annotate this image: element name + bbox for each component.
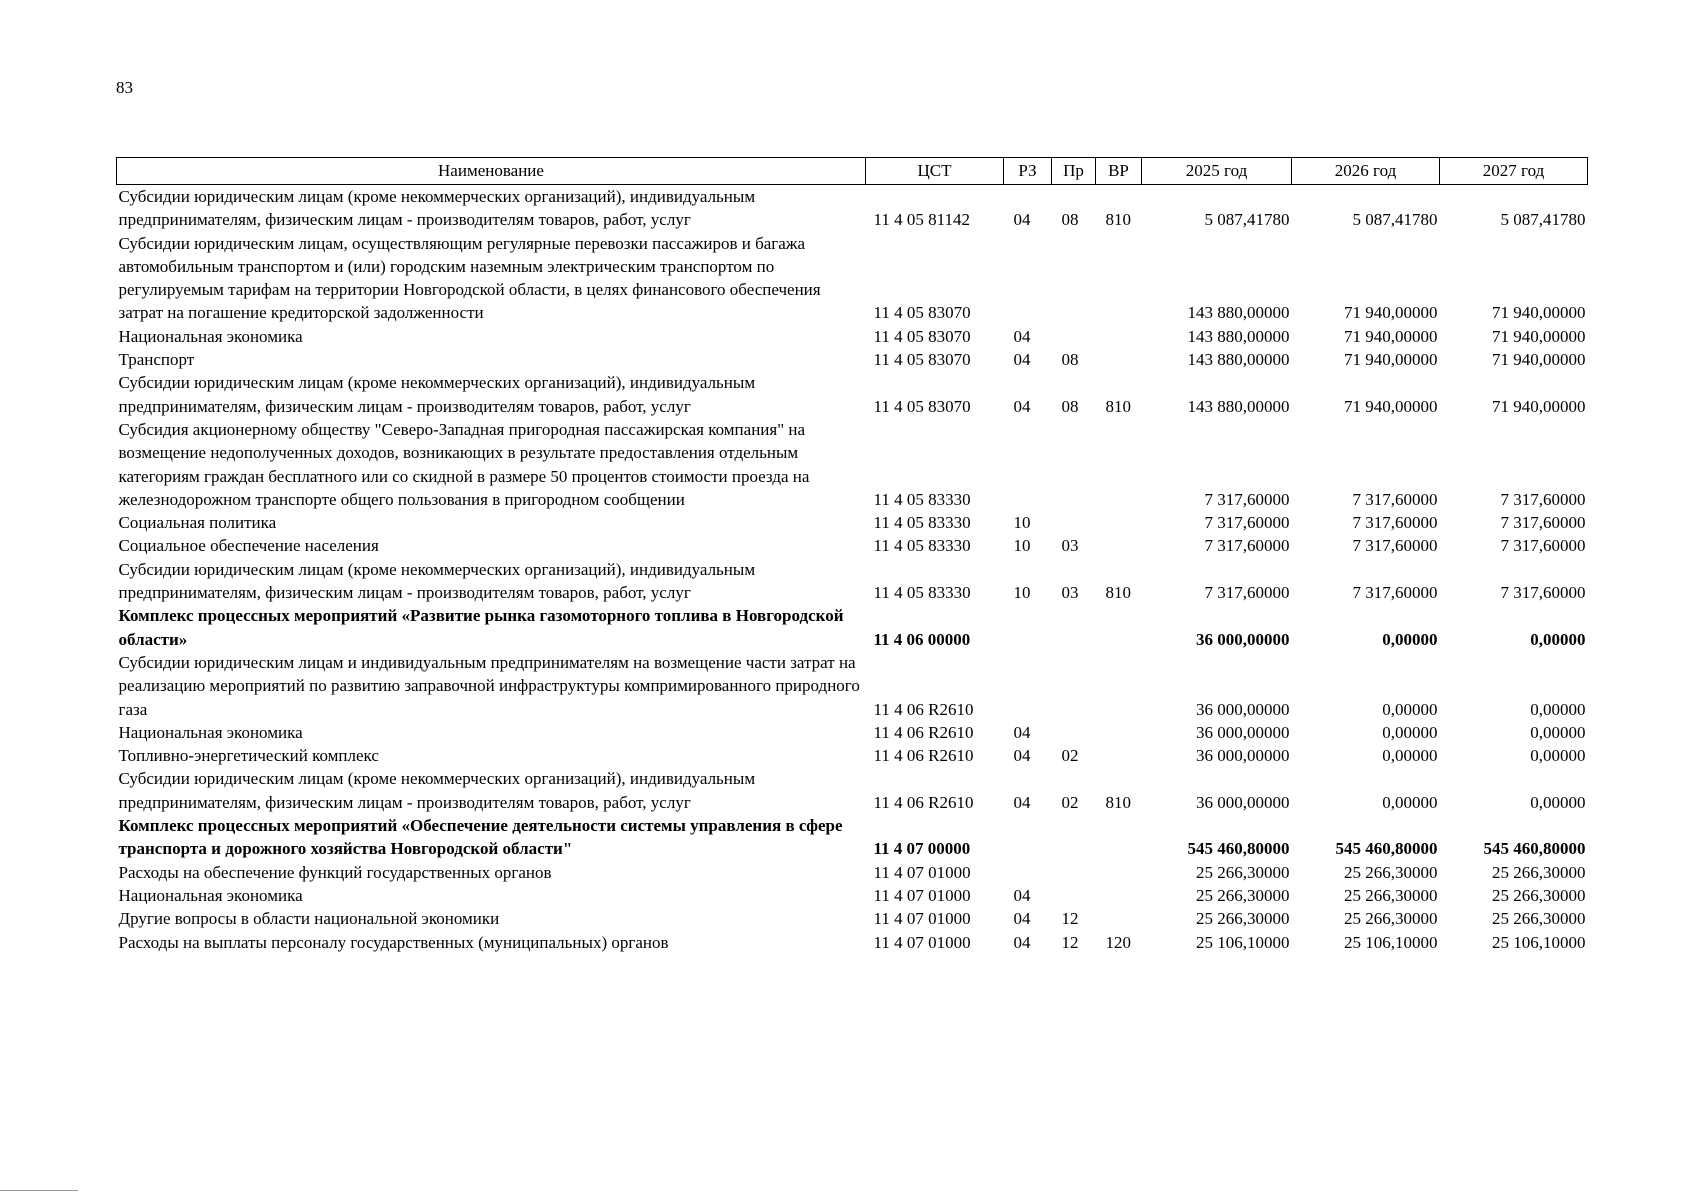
- cell-pr: 02: [1061, 746, 1079, 766]
- cell-vr: [1096, 534, 1142, 557]
- cell-rz: 10: [1013, 513, 1031, 533]
- cell-2027: 71 940,00000: [1492, 350, 1586, 370]
- cell-name: Субсидии юридическим лицам (кроме некоммерческих организаций), индивидуальным предпринимателям, физическим лицам - производителям товаров, работ, услуг: [118, 769, 756, 812]
- cell-name: Национальная экономика: [118, 722, 303, 742]
- cell-name: Субсидии юридическим лицам (кроме некоммерческих организаций), индивидуальным предпринимателям, физическим лицам - производителям товаров, работ, услуг: [118, 559, 756, 603]
- cell-cst: 11 4 07 01000: [873, 862, 971, 882]
- table-row: [117, 931, 1588, 954]
- table-row: [117, 185, 1588, 232]
- cell-2026: 7 317,60000: [1352, 513, 1438, 533]
- cell-pr: [1052, 325, 1096, 348]
- cell-pr: 08: [1061, 396, 1079, 416]
- cell-pr: [1052, 861, 1096, 884]
- cell-rz: 04: [1013, 932, 1031, 952]
- footer-mark: [0, 1190, 78, 1191]
- cell-vr: [1096, 418, 1142, 511]
- cell-pr: [1052, 721, 1096, 744]
- table-row: [117, 511, 1588, 534]
- cell-2025: 7 317,60000: [1204, 536, 1290, 556]
- cell-2025: 7 317,60000: [1204, 583, 1290, 603]
- cell-name: Национальная экономика: [118, 326, 303, 346]
- table-row: [117, 418, 1588, 511]
- cell-2027: 0,00000: [1530, 699, 1586, 719]
- cell-name: Субсидия акционерному обществу "Северо-Западная пригородная пассажирская компания" на возмещение недополученных доходов, возникающих в результате предоставления отдельным категориям граждан бесплатного или со скидной в размере 50 процентов стоимости проезда на железнодорожном транспорте общего пользования в пригородном сообщении: [118, 419, 810, 509]
- cell-2027: 25 106,10000: [1492, 932, 1586, 952]
- table-row: [117, 534, 1588, 557]
- cell-cst: 11 4 05 83070: [873, 326, 971, 346]
- cell-2026: 0,00000: [1382, 699, 1438, 719]
- cell-rz: 10: [1013, 536, 1031, 556]
- cell-2025: 143 880,00000: [1187, 326, 1290, 346]
- cell-pr: [1052, 511, 1096, 534]
- page-number: 83: [116, 78, 133, 97]
- table-row: [117, 861, 1588, 884]
- cell-cst: 11 4 07 01000: [873, 885, 971, 905]
- cell-name: Транспорт: [118, 350, 195, 370]
- cell-cst: 11 4 06 R2610: [873, 792, 974, 812]
- cell-cst: 11 4 06 00000: [873, 629, 971, 649]
- cell-cst: 11 4 06 R2610: [873, 722, 974, 742]
- cell-vr: 120: [1105, 932, 1131, 952]
- header-2026: 2026 год: [1292, 158, 1440, 185]
- cell-cst: 11 4 05 83330: [873, 536, 971, 556]
- table-row: [117, 232, 1588, 325]
- cell-vr: [1096, 604, 1142, 651]
- table-row: [117, 558, 1588, 605]
- cell-vr: [1096, 814, 1142, 861]
- cell-cst: 11 4 05 83070: [873, 350, 971, 370]
- cell-cst: 11 4 06 R2610: [873, 699, 974, 719]
- header-name: Наименование: [117, 158, 866, 185]
- cell-pr: 08: [1061, 350, 1079, 370]
- cell-name: Социальное обеспечение населения: [118, 536, 379, 556]
- cell-pr: [1052, 418, 1096, 511]
- cell-2025: 25 266,30000: [1196, 909, 1290, 929]
- cell-2027: 71 940,00000: [1492, 303, 1586, 323]
- cell-pr: 08: [1061, 210, 1079, 230]
- cell-2026: 71 940,00000: [1344, 350, 1438, 370]
- cell-vr: [1096, 861, 1142, 884]
- cell-2027: 5 087,41780: [1500, 210, 1586, 230]
- cell-vr: [1096, 884, 1142, 907]
- cell-2025: 143 880,00000: [1187, 350, 1290, 370]
- cell-name: Субсидии юридическим лицам и индивидуальным предпринимателям на возмещение части затрат на реализацию мероприятий по развитию заправочной инфраструктуры компримированного природного газа: [118, 652, 860, 719]
- table-row: [117, 604, 1588, 651]
- cell-2026: 0,00000: [1382, 746, 1438, 766]
- cell-2025: 143 880,00000: [1187, 396, 1290, 416]
- cell-vr: [1096, 348, 1142, 371]
- cell-2025: 36 000,00000: [1196, 792, 1290, 812]
- table-body: [117, 185, 1588, 954]
- table-row: [117, 371, 1588, 418]
- cell-2026: 545 460,80000: [1335, 839, 1438, 859]
- header-2027: 2027 год: [1440, 158, 1588, 185]
- cell-2025: 5 087,41780: [1204, 210, 1290, 230]
- cell-2026: 25 266,30000: [1344, 909, 1438, 929]
- cell-rz: 04: [1013, 396, 1031, 416]
- header-cst: ЦСТ: [866, 158, 1004, 185]
- cell-rz: 04: [1013, 746, 1031, 766]
- cell-2026: 0,00000: [1382, 722, 1438, 742]
- cell-2027: 25 266,30000: [1492, 862, 1586, 882]
- cell-name: Национальная экономика: [118, 885, 303, 905]
- table-header-row: [117, 158, 1588, 185]
- cell-vr: [1096, 651, 1142, 721]
- cell-name: Другие вопросы в области национальной экономики: [118, 909, 500, 929]
- table-row: [117, 348, 1588, 371]
- cell-rz: 04: [1013, 210, 1031, 230]
- cell-2027: 71 940,00000: [1492, 326, 1586, 346]
- cell-rz: 04: [1013, 326, 1031, 346]
- cell-rz: 04: [1013, 722, 1031, 742]
- cell-rz: 04: [1013, 350, 1031, 370]
- cell-name: Социальная политика: [118, 513, 277, 533]
- cell-rz: 04: [1013, 885, 1031, 905]
- cell-vr: [1096, 721, 1142, 744]
- header-vr: ВР: [1096, 158, 1142, 185]
- cell-cst: 11 4 07 01000: [873, 909, 971, 929]
- cell-cst: 11 4 05 83070: [873, 303, 971, 323]
- table-row: [117, 814, 1588, 861]
- cell-cst: 11 4 05 83330: [873, 513, 971, 533]
- cell-rz: [1004, 861, 1052, 884]
- cell-2027: 0,00000: [1530, 746, 1586, 766]
- cell-name: Расходы на выплаты персоналу государственных (муниципальных) органов: [118, 932, 669, 952]
- cell-name: Комплекс процессных мероприятий «Обеспечение деятельности системы управления в сфере транспорта и дорожного хозяйства Новгородской области": [118, 816, 843, 859]
- cell-cst: 11 4 06 R2610: [873, 746, 974, 766]
- table-row: [117, 767, 1588, 814]
- cell-2026: 25 266,30000: [1344, 885, 1438, 905]
- cell-rz: 04: [1013, 909, 1031, 929]
- cell-pr: [1052, 651, 1096, 721]
- cell-2027: 71 940,00000: [1492, 396, 1586, 416]
- cell-vr: 810: [1105, 210, 1131, 230]
- budget-table: [116, 157, 1588, 954]
- cell-2025: 25 106,10000: [1196, 932, 1290, 952]
- cell-2026: 7 317,60000: [1352, 489, 1438, 509]
- cell-2027: 25 266,30000: [1492, 909, 1586, 929]
- cell-2027: 545 460,80000: [1483, 839, 1586, 859]
- cell-2027: 7 317,60000: [1500, 583, 1586, 603]
- cell-2027: 7 317,60000: [1500, 536, 1586, 556]
- cell-name: Субсидии юридическим лицам, осуществляющим регулярные перевозки пассажиров и багажа автомобильным транспортом и (или) городским наземным электрическим транспортом по регулируемым тарифам на территории Новгородской области, в целях финансового обеспечения затрат на погашение кредиторской задолженности: [118, 233, 821, 323]
- cell-2026: 0,00000: [1382, 629, 1438, 649]
- cell-2025: 7 317,60000: [1204, 489, 1290, 509]
- cell-2027: 7 317,60000: [1500, 513, 1586, 533]
- cell-2027: 7 317,60000: [1500, 489, 1586, 509]
- cell-2026: 25 106,10000: [1344, 932, 1438, 952]
- cell-rz: 04: [1013, 792, 1031, 812]
- cell-2026: 71 940,00000: [1344, 326, 1438, 346]
- table-row: [117, 744, 1588, 767]
- cell-2027: 0,00000: [1530, 629, 1586, 649]
- cell-pr: 03: [1061, 583, 1079, 603]
- cell-cst: 11 4 05 83070: [873, 396, 971, 416]
- cell-vr: [1096, 325, 1142, 348]
- cell-2025: 36 000,00000: [1196, 722, 1290, 742]
- cell-pr: [1052, 884, 1096, 907]
- header-2025: 2025 год: [1142, 158, 1292, 185]
- cell-2025: 25 266,30000: [1196, 862, 1290, 882]
- cell-2026: 7 317,60000: [1352, 536, 1438, 556]
- table-row: [117, 325, 1588, 348]
- cell-2025: 7 317,60000: [1204, 513, 1290, 533]
- cell-name: Субсидии юридическим лицам (кроме некоммерческих организаций), индивидуальным предпринимателям, физическим лицам - производителям товаров, работ, услуг: [118, 187, 756, 230]
- cell-vr: 810: [1105, 396, 1131, 416]
- cell-cst: 11 4 05 83330: [873, 489, 971, 509]
- cell-2025: 36 000,00000: [1196, 699, 1290, 719]
- cell-cst: 11 4 07 00000: [873, 839, 971, 859]
- table-row: [117, 907, 1588, 930]
- cell-vr: [1096, 744, 1142, 767]
- cell-cst: 11 4 07 01000: [873, 932, 971, 952]
- cell-2027: 0,00000: [1530, 722, 1586, 742]
- cell-2027: 0,00000: [1530, 792, 1586, 812]
- table-row: [117, 884, 1588, 907]
- cell-name: Топливно-энергетический комплекс: [118, 746, 379, 766]
- cell-2025: 25 266,30000: [1196, 885, 1290, 905]
- cell-2025: 143 880,00000: [1187, 303, 1290, 323]
- cell-2026: 25 266,30000: [1344, 862, 1438, 882]
- cell-2026: 71 940,00000: [1344, 303, 1438, 323]
- header-rz: РЗ: [1004, 158, 1052, 185]
- cell-vr: 810: [1105, 583, 1131, 603]
- cell-name: Расходы на обеспечение функций государственных органов: [118, 862, 552, 882]
- cell-rz: [1004, 604, 1052, 651]
- cell-pr: [1052, 814, 1096, 861]
- cell-cst: 11 4 05 83330: [873, 583, 971, 603]
- table-row: [117, 651, 1588, 721]
- cell-pr: 12: [1061, 932, 1079, 952]
- cell-2026: 7 317,60000: [1352, 583, 1438, 603]
- cell-rz: [1004, 418, 1052, 511]
- cell-pr: [1052, 232, 1096, 325]
- cell-vr: [1096, 511, 1142, 534]
- cell-rz: [1004, 232, 1052, 325]
- cell-2027: 25 266,30000: [1492, 885, 1586, 905]
- table-row: [117, 721, 1588, 744]
- cell-2025: 545 460,80000: [1187, 839, 1290, 859]
- cell-pr: 02: [1061, 792, 1079, 812]
- cell-pr: 12: [1061, 909, 1079, 929]
- cell-rz: [1004, 651, 1052, 721]
- cell-rz: 10: [1013, 583, 1031, 603]
- cell-name: Комплекс процессных мероприятий «Развитие рынка газомоторного топлива в Новгородской области»: [118, 606, 844, 649]
- cell-2026: 5 087,41780: [1352, 210, 1438, 230]
- cell-2025: 36 000,00000: [1196, 629, 1290, 649]
- cell-2026: 71 940,00000: [1344, 396, 1438, 416]
- cell-cst: 11 4 05 81142: [873, 210, 970, 230]
- cell-name: Субсидии юридическим лицам (кроме некоммерческих организаций), индивидуальным предпринимателям, физическим лицам - производителям товаров, работ, услуг: [118, 373, 756, 416]
- header-pr: Пр: [1052, 158, 1096, 185]
- cell-pr: 03: [1061, 536, 1079, 556]
- cell-vr: 810: [1105, 792, 1131, 812]
- cell-vr: [1096, 232, 1142, 325]
- cell-vr: [1096, 907, 1142, 930]
- cell-2025: 36 000,00000: [1196, 746, 1290, 766]
- cell-pr: [1052, 604, 1096, 651]
- cell-rz: [1004, 814, 1052, 861]
- cell-2026: 0,00000: [1382, 792, 1438, 812]
